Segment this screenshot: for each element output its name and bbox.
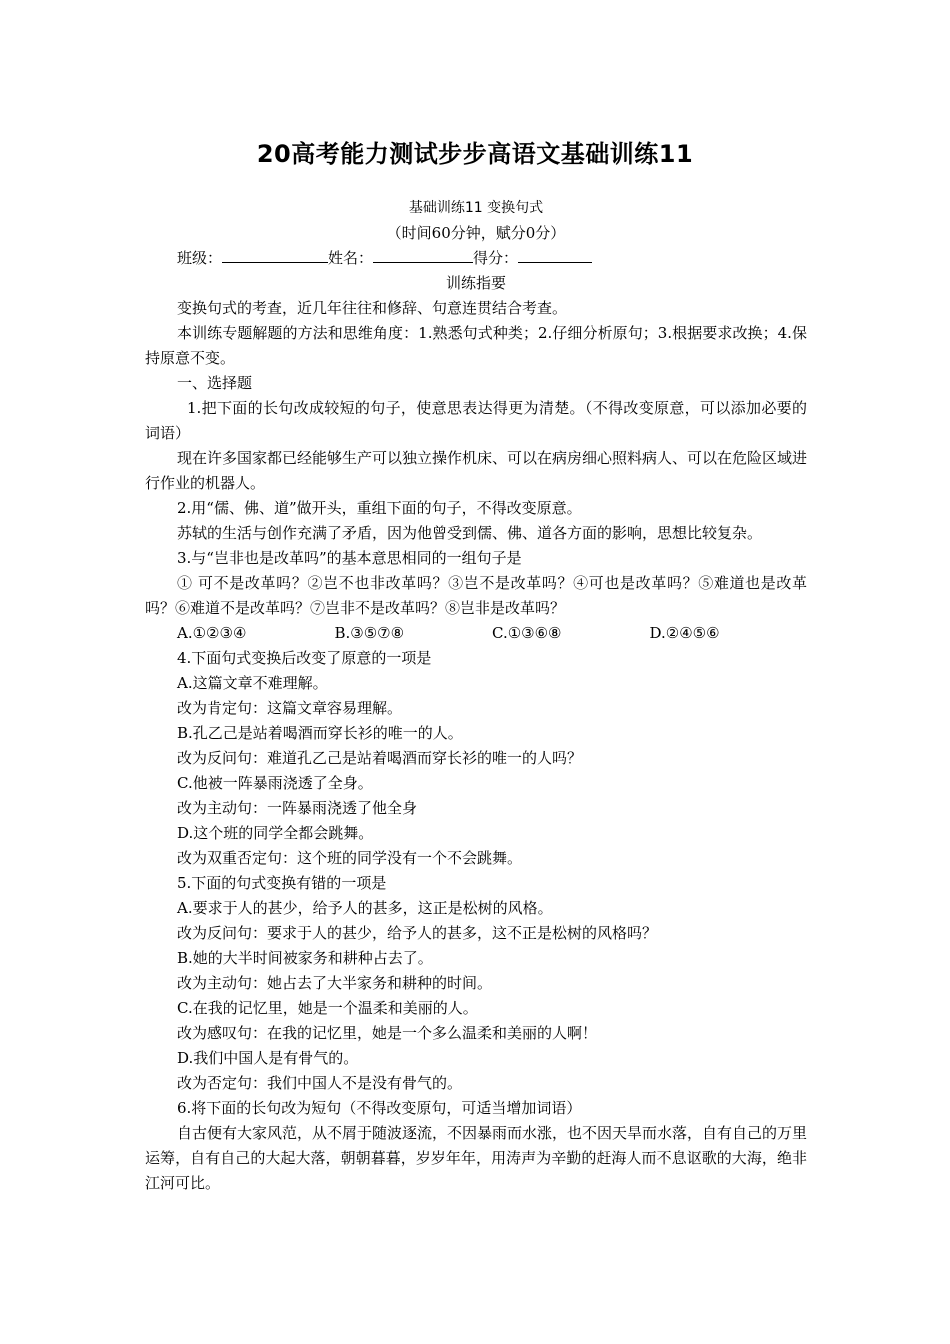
question-5-line: 改为否定句：我们中国人不是没有骨气的。 bbox=[177, 1074, 463, 1092]
class-label: 班级： bbox=[177, 249, 223, 267]
question-1: 1.把下面的长句改成较短的句子，使意思表达得更为清楚。（不得改变原意，可以添加必要的词语） bbox=[145, 399, 807, 442]
option-c: C.①③⑥⑧ bbox=[492, 624, 562, 642]
name-blank bbox=[373, 246, 473, 263]
question-4-line: B.孔乙己是站着喝酒而穿长衫的唯一的人。 bbox=[177, 724, 463, 742]
subtitle: 基础训练11 变换句式 bbox=[408, 200, 544, 216]
question-6: 6.将下面的长句改为短句（不得改变原句，可适当增加词语） bbox=[177, 1099, 582, 1117]
question-4-line: 改为肯定句：这篇文章容易理解。 bbox=[177, 699, 403, 717]
guide-paragraph-1: 变换句式的考查，近几年往往和修辞、句意连贯结合考查。 bbox=[177, 299, 568, 317]
question-3-text: ① 可不是改革吗？②岂不也非改革吗？③岂不是改革吗？④可也是改革吗？⑤难道也是改革吗？⑥难道不是改革吗？⑦岂非不是改革吗？⑧岂非是改革吗？ bbox=[145, 574, 807, 617]
question-3: 3.与“岂非也是改革吗”的基本意思相同的一组句子是 bbox=[177, 549, 522, 567]
time-info: （时间60分钟，赋分0分） bbox=[386, 224, 566, 242]
score-label: 得分： bbox=[473, 249, 519, 267]
document-body bbox=[145, 196, 807, 1196]
score-blank bbox=[518, 246, 592, 263]
option-b: B.③⑤⑦⑧ bbox=[334, 624, 405, 642]
class-blank bbox=[222, 246, 328, 263]
question-4: 4.下面句式变换后改变了原意的一项是 bbox=[177, 649, 432, 667]
question-1-text: 现在许多国家都已经能够生产可以独立操作机床、可以在病房细心照料病人、可以在危险区域进行作业的机器人。 bbox=[145, 449, 808, 492]
question-5-line: D.我们中国人是有骨气的。 bbox=[177, 1049, 359, 1067]
question-5-line: B.她的大半时间被家务和耕种占去了。 bbox=[177, 949, 433, 967]
question-2-text: 苏轼的生活与创作充满了矛盾，因为他曾受到儒、佛、道各方面的影响，思想比较复杂。 bbox=[177, 524, 763, 542]
question-2: 2.用“儒、佛、道”做开头，重组下面的句子，不得改变原意。 bbox=[177, 499, 582, 517]
question-5-line: 改为反问句：要求于人的甚少，给予人的甚多，这不正是松树的风格吗？ bbox=[177, 924, 658, 942]
question-5-line: 改为感叹句：在我的记忆里，她是一个多么温柔和美丽的人啊！ bbox=[177, 1024, 598, 1042]
question-4-line: 改为双重否定句：这个班的同学没有一个不会跳舞。 bbox=[177, 849, 523, 867]
question-4-line: 改为反问句：难道孔乙己是站着喝酒而穿长衫的唯一的人吗？ bbox=[177, 749, 583, 767]
guide-heading: 训练指要 bbox=[445, 274, 506, 292]
question-4-line: D.这个班的同学全都会跳舞。 bbox=[177, 824, 374, 842]
option-d: D.②④⑤⑥ bbox=[649, 624, 720, 642]
question-4-line: C.他被一阵暴雨浇透了全身。 bbox=[177, 774, 373, 792]
question-4-line: A.这篇文章不难理解。 bbox=[177, 674, 328, 692]
document-title: 20高考能力测试步步高语文基础训练11 bbox=[256, 140, 694, 168]
name-label: 姓名： bbox=[328, 249, 374, 267]
question-3-options bbox=[145, 621, 807, 646]
question-4-line: 改为主动句：一阵暴雨浇透了他全身 bbox=[177, 799, 418, 817]
section-heading: 一、选择题 bbox=[177, 374, 253, 392]
question-5: 5.下面的句式变换有错的一项是 bbox=[177, 874, 387, 892]
question-5-line: A.要求于人的甚少，给予人的甚多，这正是松树的风格。 bbox=[177, 899, 553, 917]
question-5-line: C.在我的记忆里，她是一个温柔和美丽的人。 bbox=[177, 999, 478, 1017]
option-a: A.①②③④ bbox=[177, 624, 247, 642]
guide-paragraph-2: 本训练专题解题的方法和思维角度：1.熟悉句式种类；2.仔细分析原句；3.根据要求改换；4.保持原意不变。 bbox=[145, 324, 807, 367]
student-info-row bbox=[145, 246, 807, 271]
question-6-text: 自古便有大家风范，从不屑于随波逐流，不因暴雨而水涨，也不因天旱而水落，自有自己的万里运筹，自有自己的大起大落，朝朝暮暮，岁岁年年，用涛声为辛勤的赶海人而不息讴歌的大海，绝非江河可比。 bbox=[145, 1124, 808, 1192]
question-5-line: 改为主动句：她占去了大半家务和耕种的时间。 bbox=[177, 974, 493, 992]
